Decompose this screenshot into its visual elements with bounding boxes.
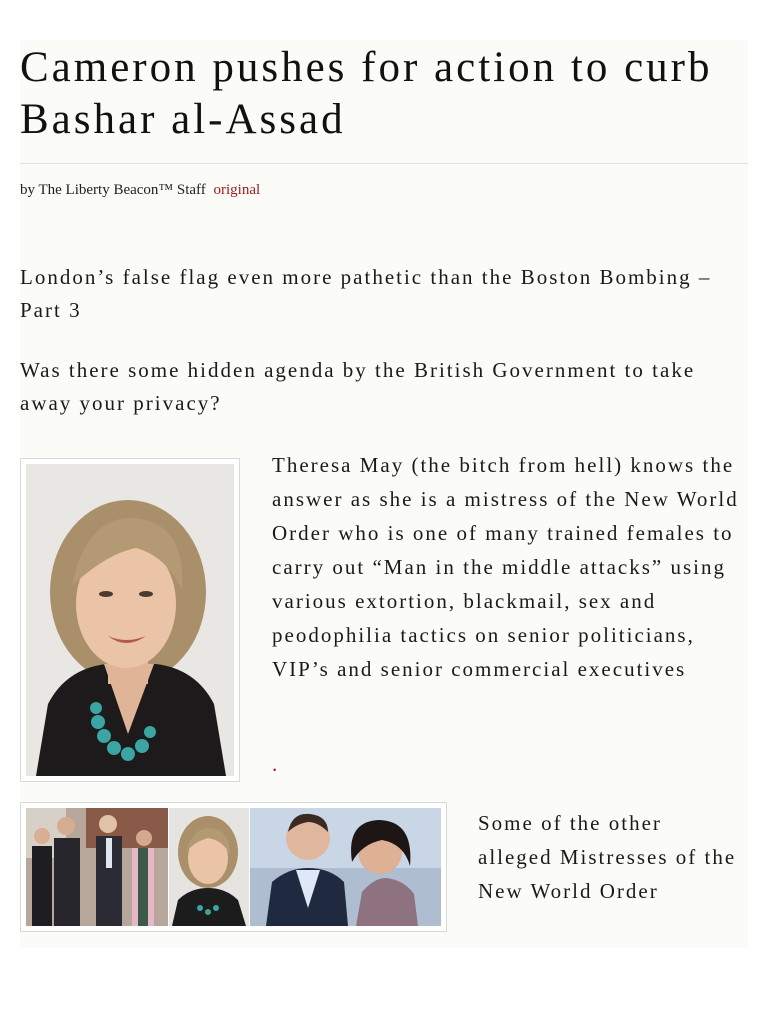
article-title: Cameron pushes for action to curb Bashar al-Assad [20,44,713,143]
title-divider [20,163,748,164]
portrait-image [26,464,234,776]
article-paragraph-3: Theresa May (the bitch from hell) knows the answer as she is a mistress of the New World Order who is one of many trained females to carry out “Man in the middle attacks” using various extortion, blackmail, sex and peodophilia tactics on senior politicians, VIP’s and senior commercial executives [272,453,739,681]
separator-dot: . [272,752,278,776]
portrait-photo[interactable] [20,458,240,782]
byline-author: by The Liberty Beacon™ Staff [20,182,206,198]
article-paragraph-1: London’s false flag even more pathetic than the Boston Bombing – Part 3 [20,265,712,322]
collage-photo[interactable] [20,802,447,932]
byline [20,180,260,200]
original-link[interactable]: original [213,182,261,198]
article-paragraph-2: Was there some hidden agenda by the British Government to take away your privacy? [20,358,696,415]
article-page [20,40,748,948]
collage-image [26,808,441,926]
collage-caption: Some of the other alleged Mistresses of the New World Order [478,811,737,903]
